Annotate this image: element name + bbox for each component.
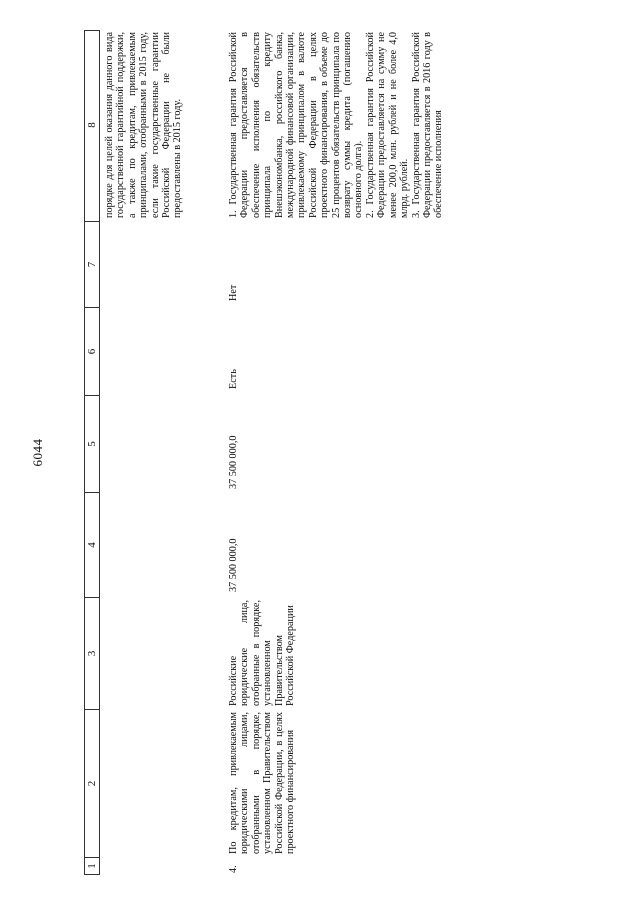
column-header-5: 5 [85,395,99,492]
row-continued-conditions: порядке для целей оказания данного вида государственной гарантийной поддержки, а также по кредитам, привлекаемым принципалами, отобранными в 2015 году, если такие государственные гарантии Российской Федерации не были предоставлены в 2015 году. [104,32,184,218]
column-header-1: 1 [85,857,99,874]
column-header-6: 6 [85,307,99,395]
column-header-4: 4 [85,492,99,597]
row-4-amount-total: 37 500 000,0 [228,538,239,592]
page-number: 6044 [30,438,45,467]
column-header-8: 8 [86,122,98,128]
table-header-row [84,30,100,875]
row-4-principal: Российские юридические лица, отобранные в порядке, установленном Правительством Российской Федерации [228,600,297,706]
row-4-purpose: По кредитам, привлекаемым юридическими лицами, отобранными в порядке, установленном Правительством Российской Федерации, в целях проектного финансирования [228,712,297,854]
row-4-check: Нет [228,284,239,301]
column-header-2: 2 [85,709,99,857]
row-4-regress: Есть [228,369,239,389]
column-header-3: 3 [85,597,99,709]
row-4-conditions: 1. Государственная гарантия Российской Федерации предоставляется в обеспечение исполнения обязательств принципала по кредиту Внешэкономбанка, российского банка, международной финансовой организации, привлекаемому принципалом в валюте Российской Федерации в целях проектного финансирования, в объеме до 25 процентов обязательств принципала по возврату суммы кредита (погашению основного долга). 2. Государственная гарантия Российской Федерации предоставляется на сумму не менее 200,0 млн. рублей и не более 4,0 млрд. рублей. 3. Государственная гарантия Российской Федерации предоставляется в 2016 году в обеспечение исполнения [228,32,445,218]
row-4-number: 4. [228,865,239,873]
row-4-amount-year: 37 500 000,0 [228,435,239,489]
column-header-7: 7 [85,221,99,307]
